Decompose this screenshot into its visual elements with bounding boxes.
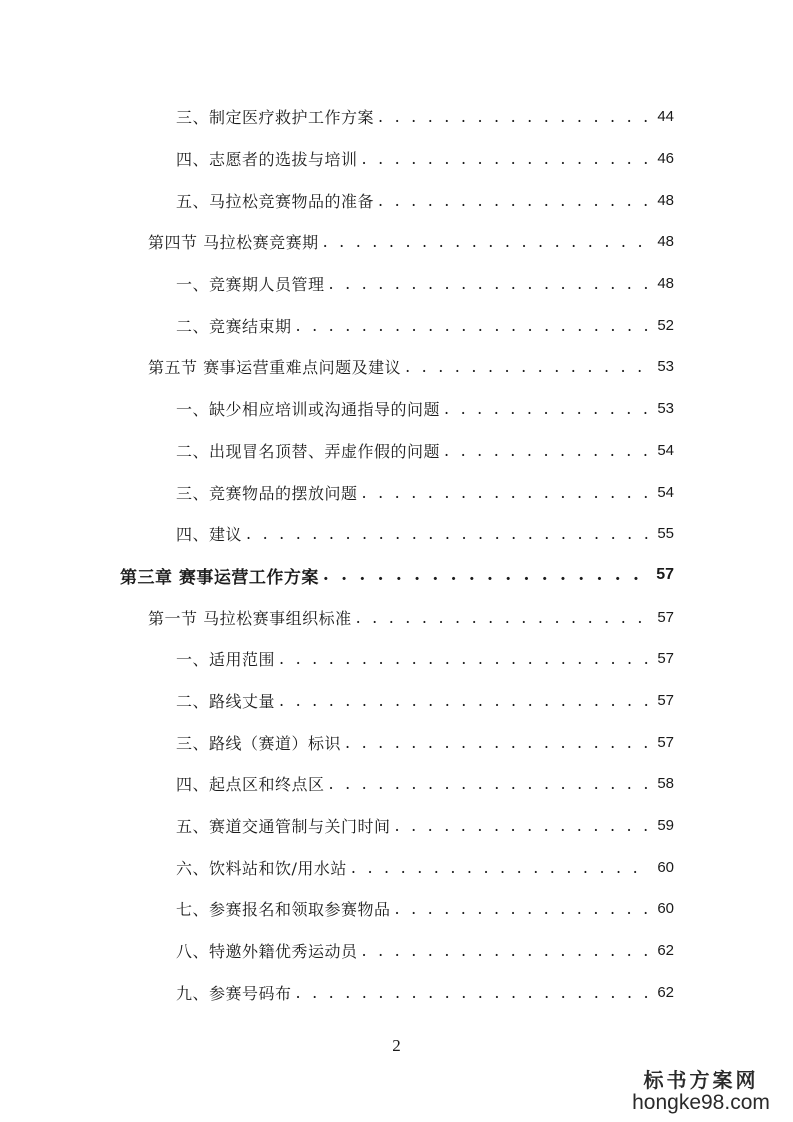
toc-entry-page: 57 xyxy=(657,650,674,668)
toc-entry[interactable] xyxy=(0,930,793,972)
toc-entry-title: 七、参赛报名和领取参赛物品 xyxy=(176,900,391,920)
toc-section-entry[interactable] xyxy=(0,221,793,263)
toc-leader-dots xyxy=(246,524,648,543)
toc-chapter-entry[interactable] xyxy=(0,555,793,597)
toc-entry[interactable] xyxy=(0,471,793,513)
toc-entry-title: 三、路线（赛道）标识 xyxy=(176,733,342,753)
toc-leader-dots xyxy=(351,858,648,877)
toc-leader-dots xyxy=(444,441,648,460)
toc-entry-title: 三、竞赛物品的摆放问题 xyxy=(176,483,358,503)
toc-entry[interactable] xyxy=(0,888,793,930)
toc-entry-title: 一、缺少相应培训或沟通指导的问题 xyxy=(176,400,441,420)
toc-entry-page: 60 xyxy=(657,900,674,918)
toc-leader-dots xyxy=(296,316,648,335)
toc-entry[interactable] xyxy=(0,721,793,763)
toc-entry-title: 四、建议 xyxy=(176,525,243,545)
toc-entry-title: 第一节 马拉松赛事组织标准 xyxy=(148,608,352,628)
toc-entry-title: 二、出现冒名顶替、弄虚作假的问题 xyxy=(176,441,441,461)
watermark-chinese-text: 标书方案网 xyxy=(643,1067,759,1092)
toc-leader-dots xyxy=(444,399,648,418)
toc-entry[interactable] xyxy=(0,680,793,722)
toc-entry[interactable] xyxy=(0,513,793,555)
toc-leader-dots xyxy=(296,983,648,1002)
toc-entry-title: 九、参赛号码布 xyxy=(176,983,292,1003)
toc-entry-title: 四、志愿者的选拔与培训 xyxy=(176,150,358,170)
toc-entry-page: 57 xyxy=(657,733,674,751)
toc-leader-dots xyxy=(279,649,648,668)
toc-entry[interactable] xyxy=(0,388,793,430)
toc-leader-dots xyxy=(356,608,648,627)
toc-entry-page: 54 xyxy=(657,483,674,501)
toc-entry-page: 44 xyxy=(657,108,674,126)
toc-entry-title: 二、路线丈量 xyxy=(176,691,276,711)
toc-leader-dots xyxy=(329,774,648,793)
toc-entry-page: 52 xyxy=(657,316,674,334)
toc-entry-title: 六、饮料站和饮/用水站 xyxy=(176,858,347,878)
toc-entry-page: 48 xyxy=(657,191,674,209)
toc-leader-dots xyxy=(395,816,648,835)
toc-leader-dots xyxy=(405,357,648,376)
toc-leader-dots xyxy=(345,733,648,752)
toc-entry-title: 二、竞赛结束期 xyxy=(176,316,292,336)
toc-entry-title: 四、起点区和终点区 xyxy=(176,775,325,795)
toc-entry-page: 48 xyxy=(657,275,674,293)
toc-entry-title: 一、竞赛期人员管理 xyxy=(176,275,325,295)
toc-section-entry[interactable] xyxy=(0,346,793,388)
toc-leader-dots xyxy=(323,565,648,585)
toc-entry[interactable] xyxy=(0,971,793,1013)
toc-entry[interactable] xyxy=(0,138,793,180)
toc-entry-title: 一、适用范围 xyxy=(176,650,276,670)
toc-entry-page: 58 xyxy=(657,775,674,793)
toc-entry[interactable] xyxy=(0,96,793,138)
table-of-contents xyxy=(0,96,793,1013)
toc-entry-page: 59 xyxy=(657,817,674,835)
toc-entry-page: 60 xyxy=(657,858,674,876)
toc-entry-title: 五、赛道交通管制与关门时间 xyxy=(176,817,391,837)
watermark-logo xyxy=(621,1069,781,1114)
toc-entry[interactable] xyxy=(0,304,793,346)
toc-entry-title: 第四节 马拉松赛竞赛期 xyxy=(148,233,319,253)
toc-entry-page: 54 xyxy=(657,441,674,459)
toc-entry-page: 62 xyxy=(657,942,674,960)
toc-entry[interactable] xyxy=(0,846,793,888)
toc-entry-title: 三、制定医疗救护工作方案 xyxy=(176,108,375,128)
toc-entry[interactable] xyxy=(0,430,793,472)
toc-entry-title: 八、特邀外籍优秀运动员 xyxy=(176,942,358,962)
toc-entry[interactable] xyxy=(0,179,793,221)
toc-leader-dots xyxy=(279,691,648,710)
toc-leader-dots xyxy=(329,274,648,293)
toc-entry-page: 55 xyxy=(657,525,674,543)
toc-leader-dots xyxy=(362,483,648,502)
toc-entry[interactable] xyxy=(0,638,793,680)
toc-entry-page: 48 xyxy=(657,233,674,251)
toc-leader-dots xyxy=(362,941,648,960)
toc-leader-dots xyxy=(323,232,648,251)
toc-entry-page: 57 xyxy=(657,608,674,626)
toc-entry-title: 第三章 赛事运营工作方案 xyxy=(120,567,319,588)
toc-leader-dots xyxy=(378,107,648,126)
toc-entry[interactable] xyxy=(0,263,793,305)
page-number: 2 xyxy=(392,1036,401,1055)
toc-section-entry[interactable] xyxy=(0,596,793,638)
toc-entry-title: 五、马拉松竞赛物品的准备 xyxy=(176,191,375,211)
toc-leader-dots xyxy=(395,899,648,918)
toc-entry-page: 62 xyxy=(657,983,674,1001)
toc-entry-page: 53 xyxy=(657,358,674,376)
toc-entry-page: 46 xyxy=(657,150,674,168)
toc-entry-page: 57 xyxy=(657,691,674,709)
toc-entry-page: 53 xyxy=(657,400,674,418)
toc-entry[interactable] xyxy=(0,763,793,805)
toc-leader-dots xyxy=(378,191,648,210)
watermark-site-text: hongke98.com xyxy=(632,1090,770,1114)
toc-leader-dots xyxy=(362,149,648,168)
toc-entry[interactable] xyxy=(0,805,793,847)
toc-entry-page: 57 xyxy=(656,566,674,584)
toc-entry-title: 第五节 赛事运营重难点问题及建议 xyxy=(148,358,402,378)
